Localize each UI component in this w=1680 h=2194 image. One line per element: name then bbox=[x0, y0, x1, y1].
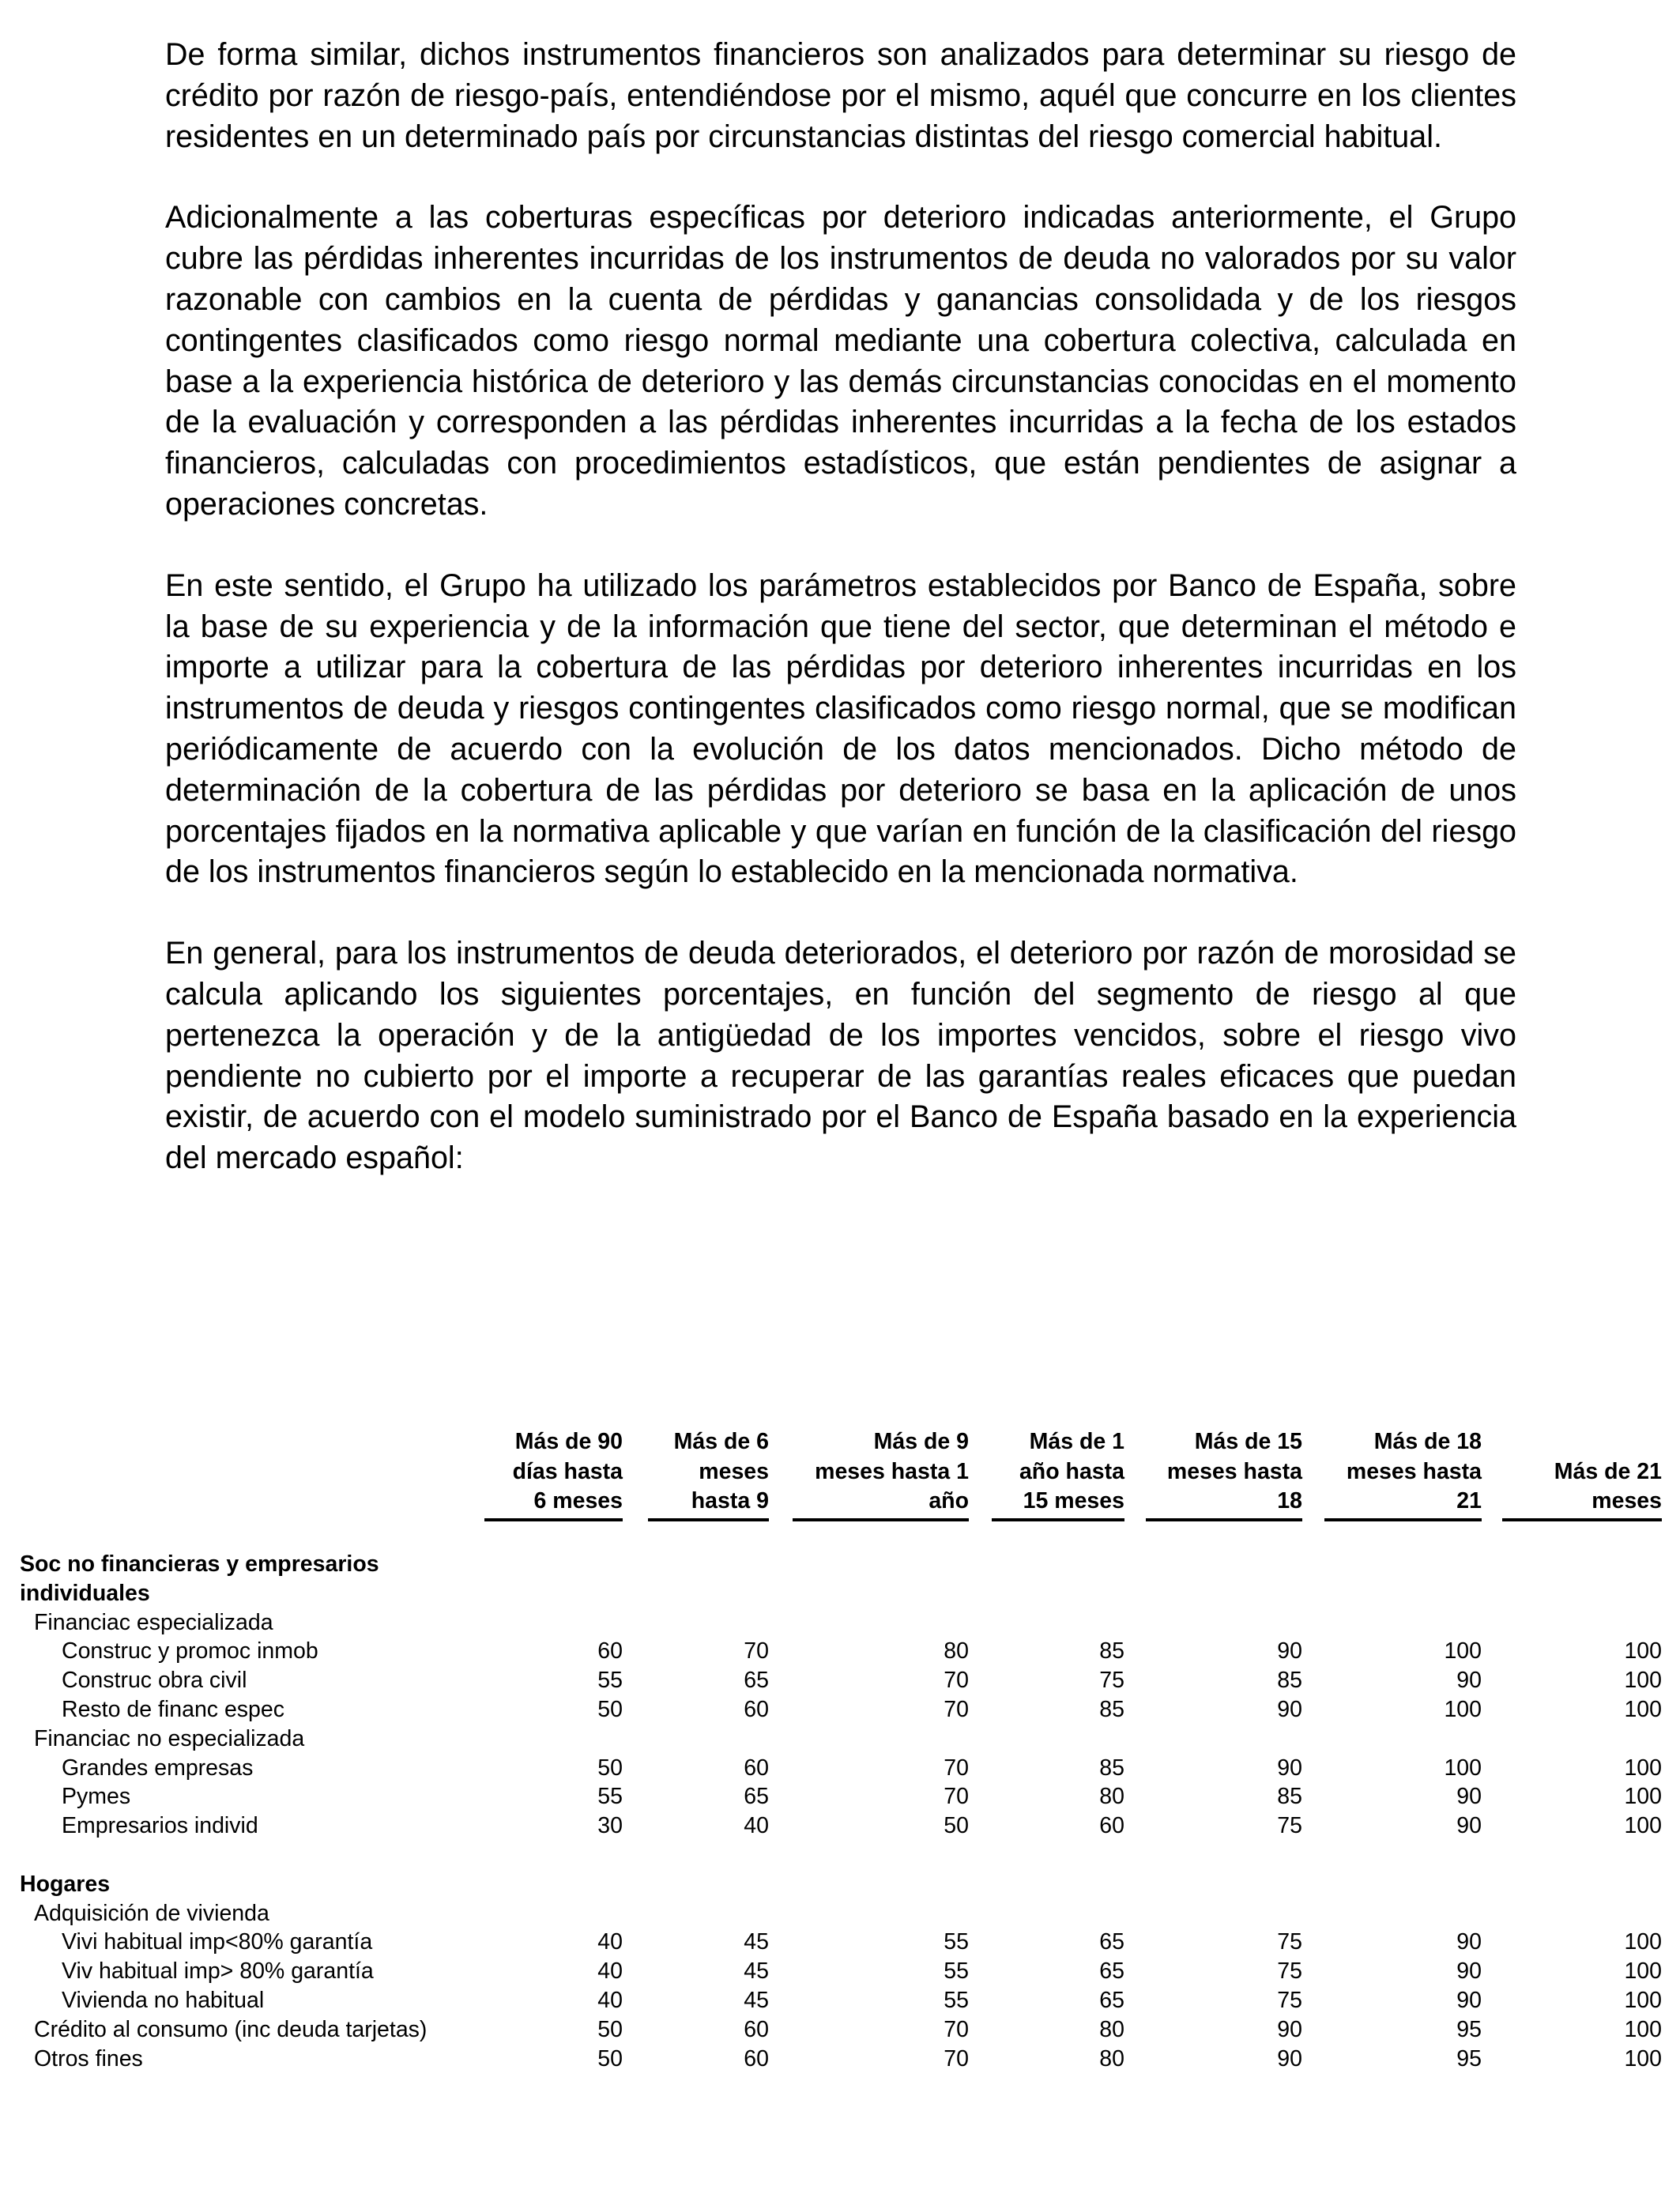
paragraph-parametros-banco-espana: En este sentido, el Grupo ha utilizado los parámetros establecidos por Banco de España, sobre la base de su experiencia y de la información que tiene del sector, que determinan el método e importe a utilizar para la cobertura de las pérdidas por deterioro inherentes incurridas en los instrumentos de deuda y riesgos contingentes clasificados como riesgo normal, que se modifican periódicamente de acuerdo con la evolución de los datos mencionados. Dicho método de determinación de la cobertura de las pérdidas por deterioro se basa en la aplicación de unos porcentajes fijados en la normativa aplicable y que varían en función de la clasificación del riesgo de los instrumentos financieros según lo establecido en la mencionada normativa. bbox=[165, 567, 1516, 890]
table-row bbox=[0, 1579, 1680, 1608]
column-header bbox=[1502, 1427, 1662, 1521]
table-row bbox=[0, 1986, 1680, 2015]
column-header bbox=[992, 1427, 1124, 1521]
row-label: Otros fines bbox=[34, 2045, 143, 2071]
table-row bbox=[0, 1550, 1680, 1579]
table-row bbox=[0, 1957, 1680, 1986]
paragraph-porcentajes-morosidad: En general, para los instrumentos de deuda deteriorados, el deterioro por razón de morosidad se calcula aplicando los siguientes porcentajes, en función del segmento de riesgo al que pertenezca la operación y de la antigüedad de los importes vencidos, sobre el riesgo vivo pendiente no cubierto por el importe a recuperar de las garantías reales eficaces que puedan existir, de acuerdo con el modelo suministrado por el Banco de España basado en la experiencia del mercado español: bbox=[165, 936, 1516, 1176]
table-cell: 85 bbox=[1277, 1784, 1302, 1810]
table-row bbox=[0, 1899, 1680, 1928]
column-header-line: meses hasta bbox=[1346, 1458, 1482, 1484]
table-row bbox=[0, 1782, 1680, 1811]
table-cell: 90 bbox=[1456, 1988, 1482, 2013]
row-label: Hogares bbox=[20, 1871, 111, 1897]
table-cell: 100 bbox=[1624, 1638, 1662, 1664]
table-cell: 70 bbox=[944, 1668, 969, 1694]
row-label: Empresarios individ bbox=[62, 1813, 258, 1839]
table-cell: 80 bbox=[944, 1638, 969, 1664]
row-label: Construc y promoc inmob bbox=[62, 1638, 318, 1664]
table-cell: 100 bbox=[1444, 1638, 1482, 1664]
row-label: Adquisición de vivienda bbox=[34, 1900, 269, 1926]
row-label: Vivi habitual imp<80% garantía bbox=[62, 1929, 373, 1955]
row-label: individuales bbox=[20, 1580, 150, 1606]
table-cell: 55 bbox=[944, 1958, 969, 1985]
table-cell: 95 bbox=[1456, 2045, 1482, 2071]
table-cell: 75 bbox=[1277, 1929, 1302, 1955]
table-cell: 85 bbox=[1099, 1755, 1124, 1781]
column-header-line: hasta 9 bbox=[691, 1488, 769, 1514]
table-cell: 60 bbox=[744, 1755, 769, 1781]
table-cell: 100 bbox=[1624, 1784, 1662, 1810]
table-row bbox=[0, 1637, 1680, 1666]
column-header-line: Más de 9 bbox=[873, 1429, 969, 1454]
table-row bbox=[0, 1754, 1680, 1783]
paragraph-riesgo-pais: De forma similar, dichos instrumentos financieros son analizados para determinar su riesgo de crédito por razón de riesgo-país, entendiéndose por el mismo, aquél que concurre en los clientes residentes en un determinado país por circunstancias distintas del riesgo comercial habitual. bbox=[165, 37, 1516, 154]
table-cell: 50 bbox=[944, 1813, 969, 1839]
column-header-line: 21 bbox=[1456, 1488, 1482, 1514]
table-cell: 75 bbox=[1277, 1958, 1302, 1985]
column-header bbox=[1146, 1427, 1302, 1521]
row-label: Financiac no especializada bbox=[34, 1725, 305, 1751]
table-cell: 100 bbox=[1444, 1697, 1482, 1722]
table-cell: 60 bbox=[744, 2016, 769, 2042]
table-row bbox=[0, 1725, 1680, 1754]
column-header-line: 18 bbox=[1277, 1488, 1302, 1514]
table-cell: 100 bbox=[1624, 1813, 1662, 1839]
column-header-line: Más de 6 bbox=[673, 1429, 769, 1454]
table-cell: 90 bbox=[1277, 1755, 1302, 1781]
table-cell: 60 bbox=[744, 2045, 769, 2071]
table-cell: 65 bbox=[1099, 1958, 1124, 1985]
table-row bbox=[0, 1608, 1680, 1638]
table-cell: 75 bbox=[1099, 1668, 1124, 1694]
column-header-line: días hasta bbox=[512, 1458, 623, 1484]
column-header-line: Más de 1 bbox=[1029, 1429, 1124, 1454]
table-cell: 70 bbox=[944, 1784, 969, 1810]
table-cell: 90 bbox=[1277, 1697, 1302, 1722]
table-cell: 70 bbox=[944, 2016, 969, 2042]
table-cell: 80 bbox=[1099, 2016, 1124, 2042]
table-cell: 55 bbox=[944, 1929, 969, 1955]
table-cell: 90 bbox=[1456, 1813, 1482, 1839]
table-cell: 95 bbox=[1456, 2016, 1482, 2042]
table-row bbox=[0, 1928, 1680, 1957]
table-cell: 80 bbox=[1099, 1784, 1124, 1810]
column-header-line: Más de 90 bbox=[514, 1429, 623, 1454]
column-header-line: año hasta bbox=[1019, 1458, 1124, 1484]
row-label: Viv habitual imp> 80% garantía bbox=[62, 1958, 374, 1985]
table-cell: 65 bbox=[744, 1668, 769, 1694]
table-cell: 55 bbox=[944, 1988, 969, 2013]
table-cell: 90 bbox=[1456, 1929, 1482, 1955]
table-row bbox=[0, 1666, 1680, 1695]
table-cell: 100 bbox=[1624, 1755, 1662, 1781]
table-cell: 70 bbox=[744, 1638, 769, 1664]
table-cell: 55 bbox=[597, 1784, 623, 1810]
table-cell: 75 bbox=[1277, 1988, 1302, 2013]
table-row bbox=[0, 1870, 1680, 1899]
table-cell: 90 bbox=[1456, 1784, 1482, 1810]
column-header-line: 15 meses bbox=[1023, 1488, 1124, 1514]
table-cell: 40 bbox=[597, 1958, 623, 1985]
table-cell: 55 bbox=[597, 1668, 623, 1694]
table-cell: 30 bbox=[597, 1813, 623, 1839]
table-cell: 65 bbox=[1099, 1929, 1124, 1955]
table-cell: 65 bbox=[1099, 1988, 1124, 2013]
column-header-line: meses hasta bbox=[1166, 1458, 1302, 1484]
table-row bbox=[0, 2015, 1680, 2045]
table-cell: 60 bbox=[597, 1638, 623, 1664]
column-header-line: Más de 21 bbox=[1554, 1458, 1662, 1484]
table-cell: 100 bbox=[1444, 1755, 1482, 1781]
table-row bbox=[0, 2045, 1680, 2074]
column-header bbox=[1324, 1427, 1482, 1521]
table-cell: 70 bbox=[944, 2045, 969, 2071]
table-cell: 85 bbox=[1277, 1668, 1302, 1694]
column-header-line bbox=[1502, 1427, 1662, 1457]
table-cell: 50 bbox=[597, 1755, 623, 1781]
table-cell: 75 bbox=[1277, 1813, 1302, 1839]
table-cell: 100 bbox=[1624, 2045, 1662, 2071]
table-cell: 50 bbox=[597, 2016, 623, 2042]
column-header bbox=[484, 1427, 623, 1521]
table-cell: 100 bbox=[1624, 1988, 1662, 2013]
row-label: Construc obra civil bbox=[62, 1668, 247, 1694]
table-cell: 60 bbox=[744, 1697, 769, 1722]
column-header-line: año bbox=[929, 1488, 969, 1514]
table-cell: 90 bbox=[1277, 1638, 1302, 1664]
table-cell: 65 bbox=[744, 1784, 769, 1810]
column-header-line: 6 meses bbox=[533, 1488, 623, 1514]
table-cell: 50 bbox=[597, 2045, 623, 2071]
table-cell: 90 bbox=[1277, 2045, 1302, 2071]
table-cell: 50 bbox=[597, 1697, 623, 1722]
row-label: Crédito al consumo (inc deuda tarjetas) bbox=[34, 2016, 428, 2042]
table-cell: 90 bbox=[1456, 1668, 1482, 1694]
table-cell: 70 bbox=[944, 1697, 969, 1722]
column-header-line: meses bbox=[699, 1458, 769, 1484]
row-label: Soc no financieras y empresarios bbox=[20, 1551, 379, 1577]
table-cell: 85 bbox=[1099, 1697, 1124, 1722]
column-header-line: Más de 18 bbox=[1373, 1429, 1482, 1454]
table-cell: 100 bbox=[1624, 1958, 1662, 1985]
body-text bbox=[165, 35, 1516, 1220]
table-cell: 100 bbox=[1624, 1668, 1662, 1694]
table-cell: 45 bbox=[744, 1958, 769, 1985]
row-label: Vivienda no habitual bbox=[62, 1988, 265, 2013]
column-header-line: meses hasta 1 bbox=[815, 1458, 969, 1484]
column-header bbox=[793, 1427, 969, 1521]
table-cell: 85 bbox=[1099, 1638, 1124, 1664]
table-row bbox=[0, 1841, 1680, 1870]
table-cell: 100 bbox=[1624, 1697, 1662, 1722]
table-row bbox=[0, 1695, 1680, 1725]
column-header-line: Más de 15 bbox=[1194, 1429, 1302, 1454]
table-cell: 80 bbox=[1099, 2045, 1124, 2071]
column-header-line: meses bbox=[1591, 1488, 1662, 1514]
table-cell: 100 bbox=[1624, 2016, 1662, 2042]
table-cell: 100 bbox=[1624, 1929, 1662, 1955]
table-cell: 40 bbox=[597, 1929, 623, 1955]
table-cell: 90 bbox=[1456, 1958, 1482, 1985]
table-cell: 40 bbox=[597, 1988, 623, 2013]
paragraph-cobertura-colectiva: Adicionalmente a las coberturas específicas por deterioro indicadas anteriormente, el Grupo cubre las pérdidas inherentes incurridas de los instrumentos de deuda no valorados por su valor razonable con cambios en la cuenta de pérdidas y ganancias consolidada y de los riesgos contingentes clasificados como riesgo normal mediante una cobertura colectiva, calculada en base a la experiencia histórica de deterioro y las demás circunstancias conocidas en el momento de la evaluación y corresponden a las pérdidas inherentes incurridas a la fecha de los estados financieros, calculadas con procedimientos estadísticos, que están pendientes de asignar a operaciones concretas. bbox=[165, 200, 1516, 522]
column-header bbox=[648, 1427, 769, 1521]
table-cell: 45 bbox=[744, 1988, 769, 2013]
table-cell: 90 bbox=[1277, 2016, 1302, 2042]
table-cell: 60 bbox=[1099, 1813, 1124, 1839]
row-label: Grandes empresas bbox=[62, 1755, 254, 1781]
table-row bbox=[0, 1811, 1680, 1841]
row-label: Resto de financ espec bbox=[62, 1697, 285, 1722]
row-label: Pymes bbox=[62, 1784, 131, 1810]
table-cell: 45 bbox=[744, 1929, 769, 1955]
table-cell: 70 bbox=[944, 1755, 969, 1781]
table-cell: 40 bbox=[744, 1813, 769, 1839]
row-label: Financiac especializada bbox=[34, 1609, 273, 1635]
